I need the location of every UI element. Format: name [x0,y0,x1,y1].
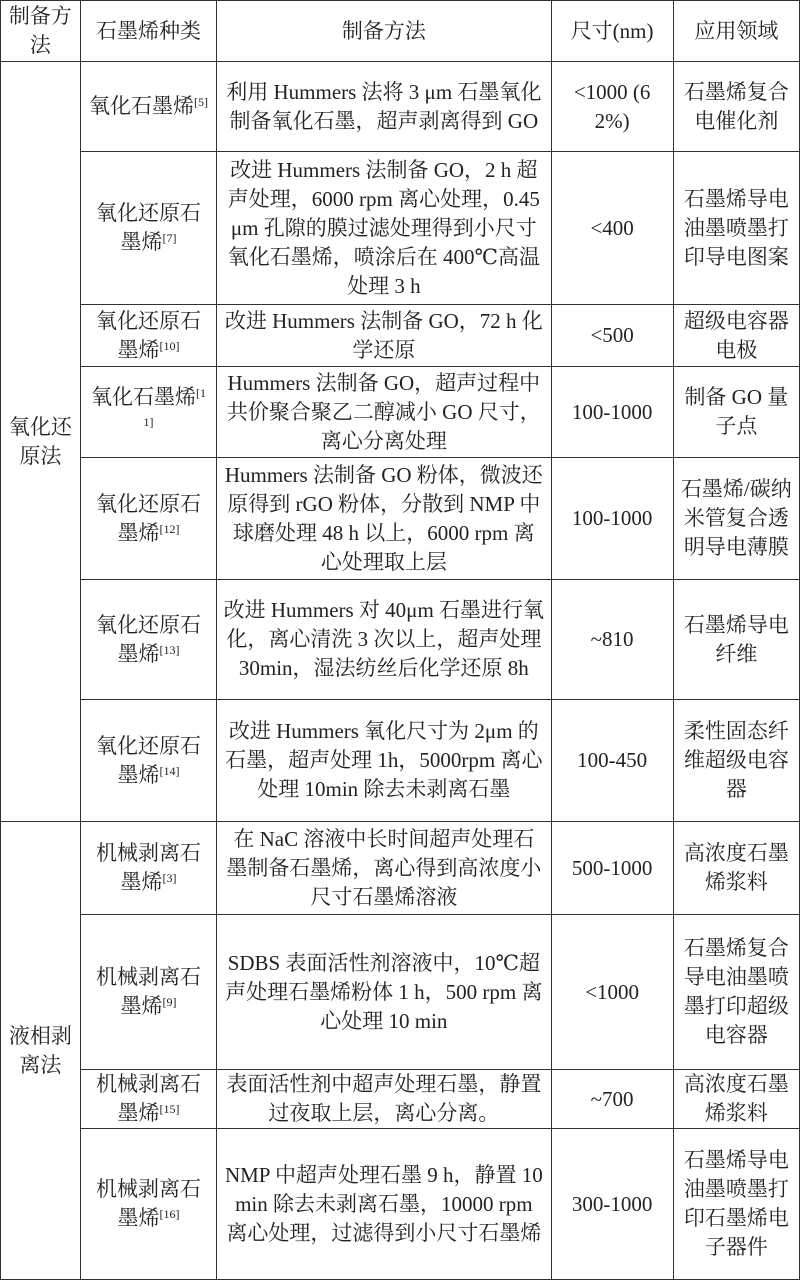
size-cell: <500 [551,305,673,367]
header-preparation-process: 制备方法 [217,1,551,62]
process-cell: NMP 中超声处理石墨 9 h，静置 10 min 除去未剥离石墨，10000 rpm 离心处理，过滤得到小尺寸石墨烯 [217,1129,551,1280]
method-category-cell: 氧化还原法 [1,62,81,822]
size-cell: ~810 [551,580,673,700]
graphene-type: 氧化石墨烯 [88,94,194,118]
reference-citation: [9] [162,995,177,1009]
process-cell: 在 NaC 溶液中长时间超声处理石墨制备石墨烯，离心得到高浓度小尺寸石墨烯溶液 [217,822,551,915]
graphene-type-cell [80,1129,216,1280]
table-row [1,700,800,822]
reference-citation: [13] [159,642,180,657]
table-row [1,915,800,1070]
application-cell: 石墨烯/碳纳米管复合透明导电薄膜 [673,458,799,580]
graphene-type: 氧化还原石墨烯 [95,308,201,362]
application-cell: 石墨烯导电油墨喷墨打印导电图案 [673,152,799,305]
method-category-cell: 液相剥离法 [1,822,81,1280]
reference-citation: [15] [159,1102,180,1116]
graphene-type: 机械剥离石墨烯 [95,1177,201,1230]
process-cell: 利用 Hummers 法将 3 μm 石墨氧化制备氧化石墨，超声剥离得到 GO [217,62,551,152]
table-row [1,62,800,152]
process-cell: 改进 Hummers 对 40μm 石墨进行氧化，离心清洗 3 次以上，超声处理 30min，湿法纺丝后化学还原 8h [217,580,551,700]
application-cell: 石墨烯复合导电油墨喷墨打印超级电容器 [673,915,799,1070]
reference-citation: [14] [159,763,180,778]
size-cell: 100-1000 [551,458,673,580]
table-row [1,822,800,915]
process-cell: SDBS 表面活性剂溶液中，10℃超声处理石墨烯粉体 1 h，500 rpm 离心处理 10 min [217,915,551,1070]
application-cell: 制备 GO 量子点 [673,367,799,458]
graphene-type-cell [80,580,216,700]
graphene-type: 机械剥离石墨烯 [95,1072,201,1125]
size-cell: 100-1000 [551,367,673,458]
size-cell: 300-1000 [551,1129,673,1280]
graphene-type: 机械剥离石墨烯 [95,965,201,1018]
table-row [1,305,800,367]
process-cell: 表面活性剂中超声处理石墨，静置过夜取上层，离心分离。 [217,1070,551,1129]
size-cell: <400 [551,152,673,305]
size-cell: 500-1000 [551,822,673,915]
header-graphene-type: 石墨烯种类 [80,1,216,62]
table-row [1,458,800,580]
graphene-type-cell [80,367,216,458]
header-row [1,1,800,62]
reference-citation: [7] [162,231,177,245]
header-size: 尺寸(nm) [551,1,673,62]
size-cell: ~700 [551,1070,673,1129]
graphene-type-cell [80,915,216,1070]
process-cell: 改进 Hummers 法制备 GO，2 h 超声处理，6000 rpm 离心处理，0.45 μm 孔隙的膜过滤处理得到小尺寸氧化石墨烯，喷涂后在 400℃高温处理 3 h [217,152,551,305]
reference-citation: [11] [143,386,206,429]
application-cell: 石墨烯导电油墨喷墨打印石墨烯电子器件 [673,1129,799,1280]
header-application: 应用领域 [673,1,799,62]
header-method-category: 制备方法 [1,1,81,62]
reference-citation: [12] [159,521,180,536]
table-row [1,152,800,305]
graphene-type: 氧化石墨烯 [90,385,196,409]
table-row [1,367,800,458]
size-cell: <1000 [551,915,673,1070]
table-row [1,580,800,700]
table-row [1,1129,800,1280]
application-cell: 柔性固态纤维超级电容器 [673,700,799,822]
table-body [1,62,800,1280]
size-cell: 100-450 [551,700,673,822]
process-cell: 改进 Hummers 氧化尺寸为 2μm 的石墨，超声处理 1h，5000rpm 离心处理 10min 除去未剥离石墨 [217,700,551,822]
graphene-type-cell [80,152,216,305]
graphene-type-cell [80,1070,216,1129]
reference-citation: [10] [159,338,180,353]
graphene-type-cell [80,700,216,822]
reference-citation: [16] [159,1207,180,1221]
graphene-type: 氧化还原石墨烯 [95,201,201,254]
graphene-type: 氧化还原石墨烯 [95,612,201,666]
process-cell: Hummers 法制备 GO 粉体，微波还原得到 rGO 粉体，分散到 NMP 中球磨处理 48 h 以上，6000 rpm 离心处理取上层 [217,458,551,580]
graphene-type: 机械剥离石墨烯 [95,841,201,894]
application-cell: 超级电容器电极 [673,305,799,367]
application-cell: 石墨烯导电纤维 [673,580,799,700]
application-cell: 高浓度石墨烯浆料 [673,822,799,915]
graphene-type-cell [80,458,216,580]
application-cell: 高浓度石墨烯浆料 [673,1070,799,1129]
reference-citation: [5] [193,95,208,109]
reference-citation: [3] [162,871,177,885]
size-cell: <1000 (62%) [551,62,673,152]
graphene-type-cell [80,62,216,152]
process-cell: Hummers 法制备 GO，超声过程中共价聚合聚乙二醇减小 GO 尺寸，离心分离处理 [217,367,551,458]
application-cell: 石墨烯复合电催化剂 [673,62,799,152]
process-cell: 改进 Hummers 法制备 GO，72 h 化学还原 [217,305,551,367]
graphene-type: 氧化还原石墨烯 [95,733,201,787]
graphene-type-cell [80,822,216,915]
graphene-type-cell [80,305,216,367]
graphene-type: 氧化还原石墨烯 [95,491,201,545]
table-row [1,1070,800,1129]
